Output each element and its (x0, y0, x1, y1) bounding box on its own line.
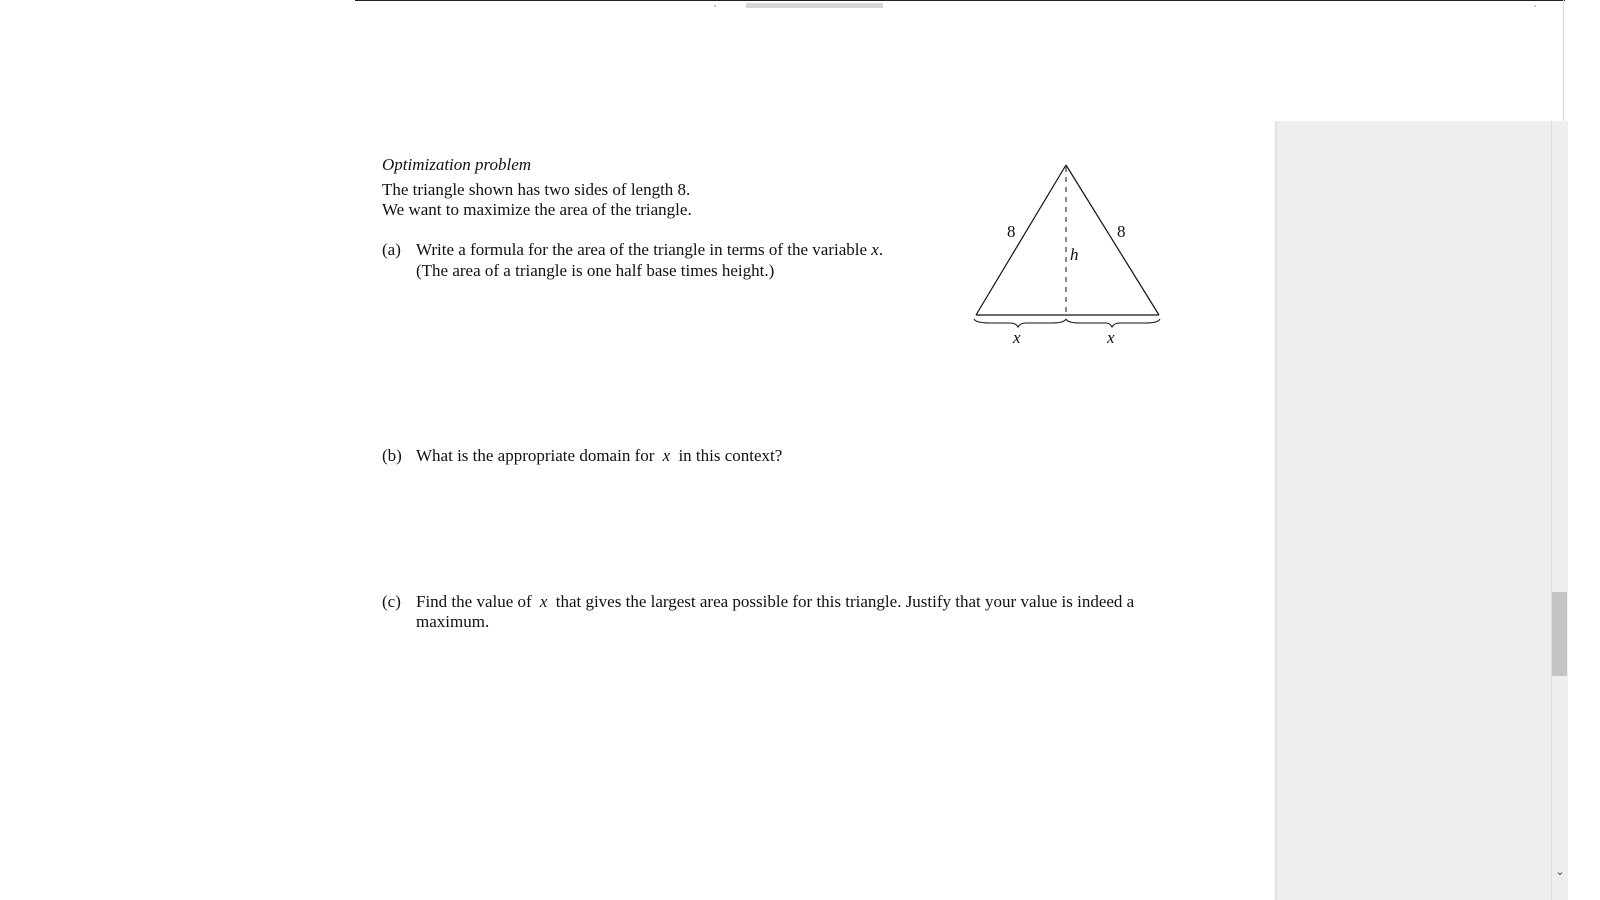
question-label: (a) (382, 240, 401, 259)
left-base-brace (974, 319, 1066, 327)
question-text-post: that gives the largest area possible for this triangle. Justify that your value is indeed a (555, 592, 1135, 611)
problem-intro (382, 180, 692, 220)
triangle-left-side (976, 165, 1066, 315)
question-text-post: in this context? (678, 446, 783, 465)
scroll-down-icon[interactable]: ⌄ (1555, 865, 1565, 878)
variable-x: x (662, 446, 671, 465)
intro-line-1: The triangle shown has two sides of length 8. (382, 180, 691, 199)
question-label: (b) (382, 446, 402, 465)
triangle-figure (960, 155, 1175, 350)
question-text: What is the appropriate domain for (416, 446, 655, 465)
right-base-brace (1066, 319, 1160, 327)
top-page-tab[interactable] (746, 3, 883, 8)
question-line-1 (416, 446, 782, 466)
question-line-2: (The area of a triangle is one half base times height.) (416, 261, 775, 280)
left-base-label: x (1013, 328, 1021, 347)
triangle-right-side (1066, 165, 1159, 315)
scrollbar-edge (1551, 121, 1552, 900)
question-body (416, 592, 1134, 632)
question-text: Find the value of (416, 592, 532, 611)
height-label: h (1070, 245, 1079, 264)
variable-x: x (539, 592, 548, 611)
side-panel (1275, 121, 1568, 900)
top-tick-mark (1534, 5, 1536, 7)
question-line-1 (416, 592, 1134, 612)
scrollbar-thumb[interactable] (1552, 592, 1567, 676)
question-body (416, 240, 883, 281)
page-right-edge (1563, 0, 1564, 121)
question-text-post: . (878, 240, 884, 259)
right-base-label: x (1107, 328, 1115, 347)
scrollbar-track[interactable] (1568, 0, 1600, 900)
intro-line-2: We want to maximize the area of the triangle. (382, 200, 692, 219)
question-line-2: maximum. (416, 612, 490, 631)
variable-x: x (871, 240, 879, 259)
right-side-label: 8 (1117, 222, 1126, 241)
question-text: Write a formula for the area of the triangle in terms of the variable (416, 240, 868, 259)
question-a (382, 240, 884, 280)
problem-title: Optimization problem (382, 155, 532, 174)
question-label: (c) (382, 592, 401, 611)
question-c (382, 592, 1135, 631)
question-line-1 (416, 240, 883, 260)
question-b (382, 446, 783, 466)
top-rule (355, 0, 1565, 1)
question-body (416, 446, 782, 466)
top-tick-mark (714, 5, 716, 7)
left-side-label: 8 (1007, 222, 1016, 241)
